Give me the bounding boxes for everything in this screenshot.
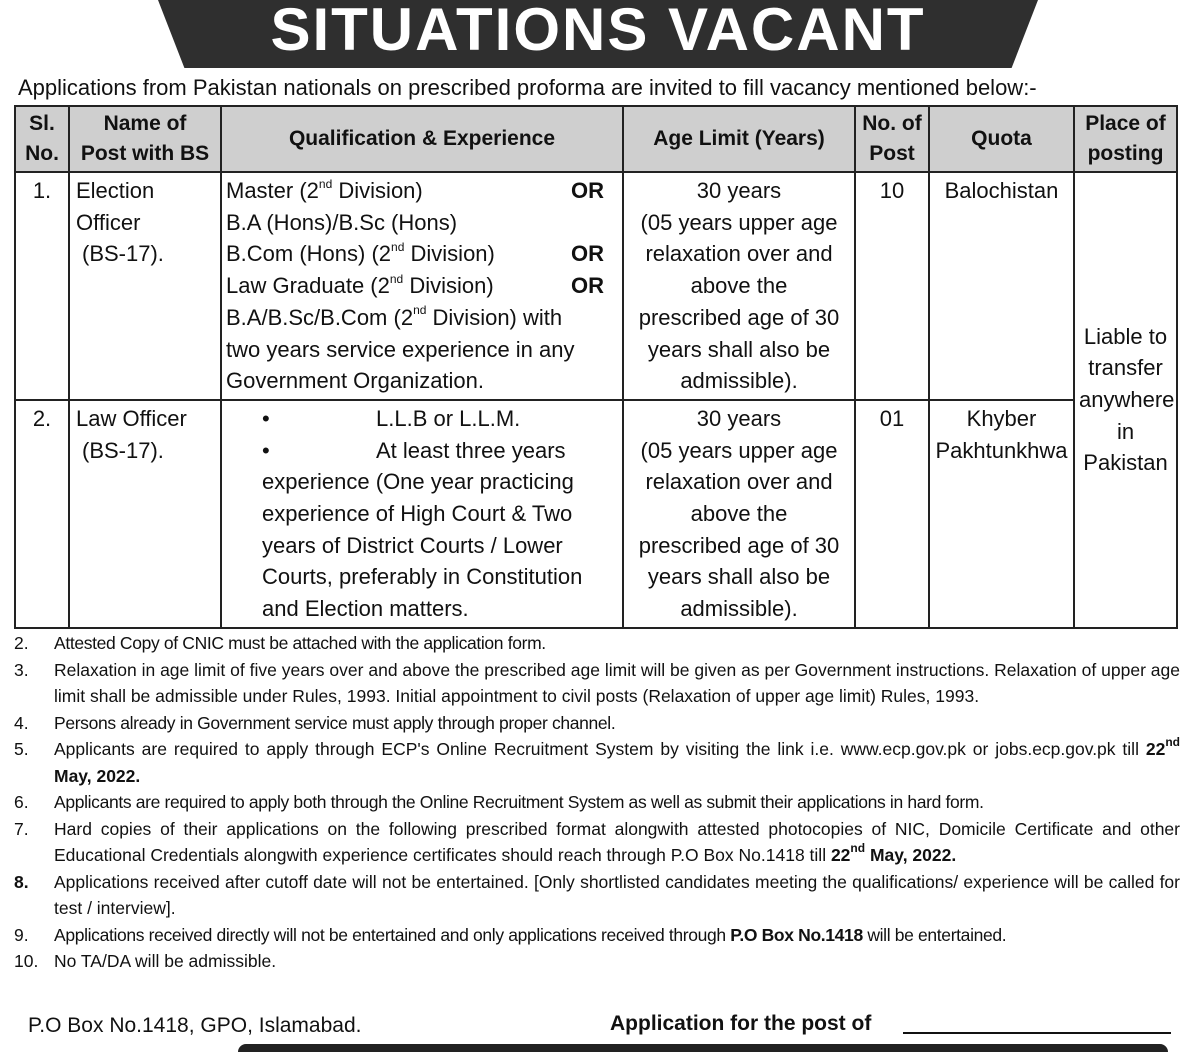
header-qualification: Qualification & Experience bbox=[221, 106, 623, 172]
place-of-posting: Liable to transfer anywhere in Pakistan bbox=[1074, 172, 1177, 628]
row1-post-name: Election Officer (BS-17). bbox=[69, 172, 221, 400]
row1-quota: Balochistan bbox=[929, 172, 1074, 400]
bullet-icon: • bbox=[262, 405, 270, 431]
list-item: 7. Hard copies of their applications on the following prescribed format alongwith attested photocopies of NIC, Domicile Certificate and other Educational Credentials alongwith experience certificates should reach through P.O Box No.1418 till 22nd May, 2022. bbox=[14, 818, 1180, 865]
header-no-of-posts: No. of Post bbox=[855, 106, 929, 172]
application-post-label: Application for the post of bbox=[610, 1012, 872, 1035]
row2-quota: Khyber Pakhtunkhwa bbox=[929, 400, 1074, 628]
table-row bbox=[15, 172, 1177, 400]
instructions-list bbox=[14, 630, 1180, 975]
list-item: 10. No TA/DA will be admissible. bbox=[14, 951, 277, 971]
bullet-icon: • bbox=[262, 437, 270, 463]
post-name-blank-line bbox=[903, 1032, 1171, 1034]
header-post-name: Name of Post with BS bbox=[69, 106, 221, 172]
list-item: 8. Applications received after cutoff date will not be entertained. [Only shortlisted candidates meeting the qualifications/ experience will be called for test / interview]. bbox=[14, 871, 1180, 918]
table-header-row bbox=[15, 106, 1177, 172]
row2-no-of-posts: 01 bbox=[855, 400, 929, 628]
bottom-bar bbox=[238, 1044, 1168, 1052]
intro-text: Applications from Pakistan nationals on prescribed proforma are invited to fill vacancy mentioned below:- bbox=[18, 75, 1037, 100]
header-place-of-posting: Place of posting bbox=[1074, 106, 1177, 172]
header-quota: Quota bbox=[929, 106, 1074, 172]
list-item: 5. Applicants are required to apply through ECP's Online Recruitment System by visiting the link i.e. www.ecp.gov.pk or jobs.ecp.gov.pk till 22nd May, 2022. bbox=[14, 735, 1180, 786]
list-item: 6. Applicants are required to apply both through the Online Recruitment System as well as submit their applications in hard form. bbox=[14, 792, 984, 812]
list-item: 2. Attested Copy of CNIC must be attached with the application form. bbox=[14, 633, 546, 653]
row1-age-limit: 30 years (05 years upper age relaxation over and above the prescribed age of 30 years shall also be admissible). bbox=[623, 172, 855, 400]
header-sl: Sl. No. bbox=[15, 106, 69, 172]
list-item: 9. Applications received directly will not be entertained and only applications received through P.O Box No.1418 will be entertained. bbox=[14, 924, 1007, 945]
list-item: 4. Persons already in Government service must apply through proper channel. bbox=[14, 712, 616, 733]
row2-post-name: Law Officer (BS-17). bbox=[69, 400, 221, 628]
row1-sl: 1. bbox=[15, 172, 69, 400]
row1-no-of-posts: 10 bbox=[855, 172, 929, 400]
page-title: SITUATIONS VACANT bbox=[270, 0, 926, 63]
row1-qualification: Master (2nd Division) OR B.A (Hons)/B.Sc (Hons) B.Com (Hons) (2nd Division) OR Law Graduate (2nd Division) OR B.A/B.Sc/B.Com (2nd Division) with two years service experience in any Government Organization. bbox=[221, 172, 623, 400]
list-item: 3. Relaxation in age limit of five years over and above the prescribed age limit will be given as per Government instructions. Relaxation of upper age limit shall be admissible under Rules, 1993. Initial appointment to civil posts (Relaxation of upper age limit) Rules, 1993. bbox=[14, 659, 1180, 706]
table-row bbox=[15, 400, 1177, 628]
header-age-limit: Age Limit (Years) bbox=[623, 106, 855, 172]
row2-qualification: • L.L.B or L.L.M. • At least three years experience (One year practicing experience of High Court & Two years of District Courts / Lower Courts, preferably in Constitution and Election matters. bbox=[221, 400, 623, 628]
vacancy-table bbox=[14, 105, 1178, 629]
row2-age-limit: 30 years (05 years upper age relaxation over and above the prescribed age of 30 years shall also be admissible). bbox=[623, 400, 855, 628]
row2-sl: 2. bbox=[15, 400, 69, 628]
po-box-address: P.O Box No.1418, GPO, Islamabad. bbox=[28, 1014, 362, 1037]
